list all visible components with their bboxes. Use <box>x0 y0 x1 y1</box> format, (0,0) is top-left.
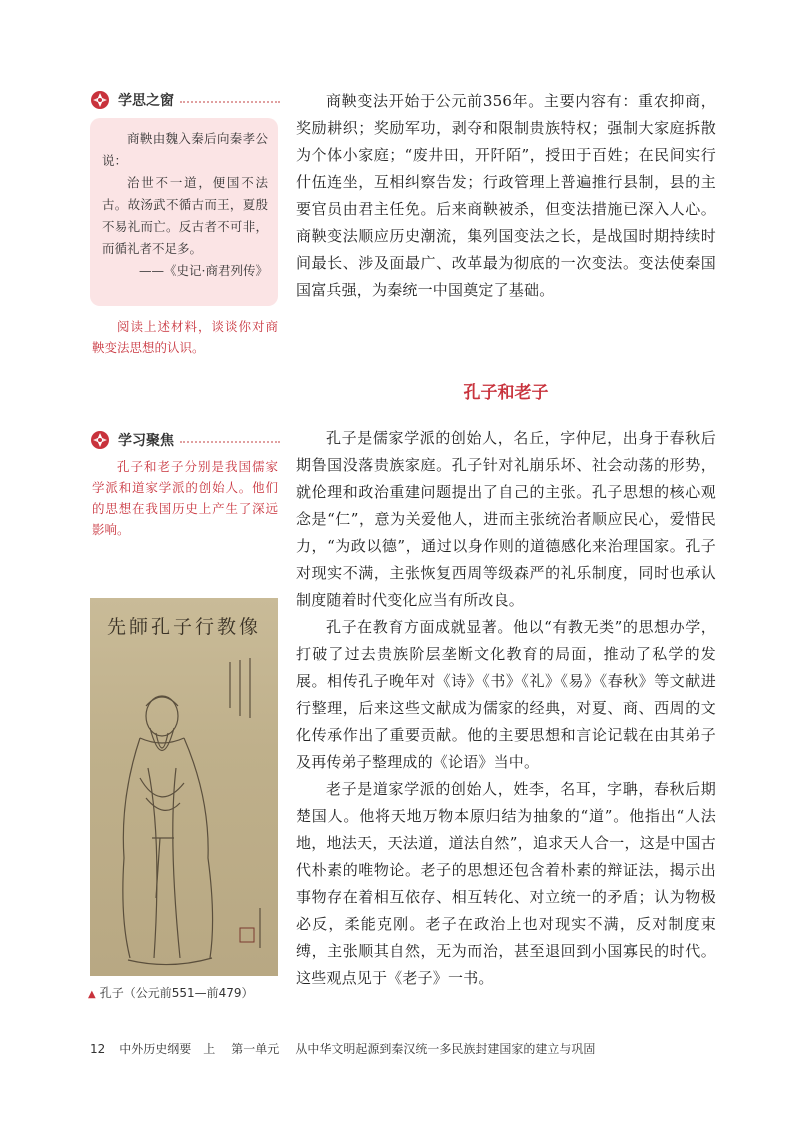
confucius-figure-drawing <box>90 598 278 976</box>
triangle-icon: ▲ <box>88 989 96 1000</box>
unit-title: 从中华文明起源到秦汉统一多民族封建国家的建立与巩固 <box>295 1042 596 1056</box>
sidebar-heading-label: 学习聚焦 <box>118 433 174 449</box>
paragraph: 孔子是儒家学派的创始人，名丘，字仲尼，出身于春秋后期鲁国没落贵族家庭。孔子针对礼崩乐坏、社会动荡的形势，就伦理和政治重建问题提出了自己的主张。孔子思想的核心观念是“仁”，意为关爱他人，进而主张统治者顺应民心，爱惜民力，“为政以德”，通过以身作则的道德感化来治理国家。孔子对现实不满，主张恢复西周等级森严的礼乐制度，同时也承认制度随着时代变化应当有所改良。 <box>296 429 716 609</box>
paragraph: 老子是道家学派的创始人，姓李，名耳，字聃，春秋后期楚国人。他将天地万物本原归结为抽象的“道”。他指出“人法地，地法天，天法道，道法自然”，追求天人合一，这是中国古代朴素的唯物论。老子的思想还包含着朴素的辩证法，揭示出事物存在着相互依存、相互转化、对立统一的矛盾；认为物极必反，柔能克刚。老子在政治上也对现实不满，反对制度束缚，主张顺其自然，无为而治，甚至退回到小国寡民的时代。这些观点见于《老子》一书。 <box>296 780 716 987</box>
sidebar-heading-study-window <box>90 88 280 112</box>
diamond-flower-icon <box>90 430 110 450</box>
portrait-caption <box>88 984 254 1001</box>
page-number: 12 <box>90 1042 106 1056</box>
confucius-portrait <box>90 598 278 976</box>
sidebar-heading-focus <box>90 428 280 452</box>
section-title: 孔子和老子 <box>463 383 549 403</box>
sidebar-heading-label: 学思之窗 <box>118 93 174 109</box>
paragraph: 商鞅变法开始于公元前356年。主要内容有：重农抑商，奖励耕织；奖励军功，剥夺和限制贵族特权；强制大家庭拆散为个体小家庭；“废井田，开阡陌”，授田于百姓；在民间实行什伍连坐，互相纠察告发；行政管理上普遍推行县制，县的主要官员由君主任免。后来商鞅被杀，但变法措施已深入人心。商鞅变法顺应历史潮流，集列国变法之长，是战国时期持续时间最长、涉及面最广、改革最为彻底的一次变法。变法使秦国国富兵强，为秦统一中国奠定了基础。 <box>296 92 716 299</box>
main-paragraph-shang-yang <box>296 88 716 304</box>
focus-text: 孔子和老子分别是我国儒家学派和道家学派的创始人。他们的思想在我国历史上产生了深远影响。 <box>92 459 278 537</box>
dotted-rule <box>180 101 280 103</box>
paragraph: 孔子在教育方面成就显著。他以“有教无类”的思想办学，打破了过去贵族阶层垄断文化教育的局面，推动了私学的发展。相传孔子晚年对《诗》《书》《礼》《易》《春秋》等文献进行整理，后来这些文献成为儒家的经典，对夏、商、西周的文化传承作出了重要贡献。他的主要思想和言论记载在由其弟子及再传弟子整理成的《论语》当中。 <box>296 618 716 771</box>
dotted-rule <box>180 441 280 443</box>
quote-text: 治世不一道，便国不法古。故汤武不循古而王，夏殷不易礼而亡。反古者不可非，而循礼者不足多。 <box>102 175 268 256</box>
quote-source: ——《史记·商君列传》 <box>139 263 268 278</box>
portrait-inscription: 先師孔子行教像 <box>106 616 261 638</box>
quote-task: 阅读上述材料，谈谈你对商鞅变法思想的认识。 <box>92 319 278 355</box>
caption-text: 孔子（公元前551—前479） <box>99 986 254 1000</box>
quote-box <box>90 118 278 306</box>
unit-label: 第一单元 <box>231 1042 280 1056</box>
page-footer <box>90 1040 595 1057</box>
quote-intro: 商鞅由魏入秦后向秦孝公说： <box>102 131 268 168</box>
main-column <box>296 425 716 992</box>
diamond-flower-icon <box>90 90 110 110</box>
book-title: 中外历史纲要 上 <box>119 1042 216 1056</box>
